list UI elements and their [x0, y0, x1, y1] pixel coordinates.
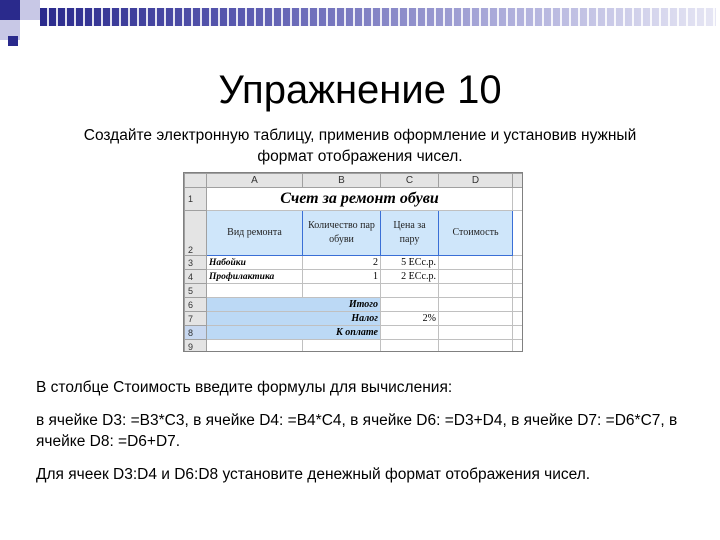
sheet-title-cell: Счет за ремонт обуви — [207, 188, 513, 211]
item-name-cell: Профилактика — [207, 270, 303, 284]
total-value-cell: 2% — [381, 312, 439, 326]
cell — [207, 340, 303, 353]
cell — [303, 284, 381, 298]
cell — [513, 284, 523, 298]
row-header: 6 — [185, 298, 207, 312]
slide-title: Упражнение 10 — [218, 68, 502, 112]
column-header: B — [303, 174, 381, 188]
cell — [513, 312, 523, 326]
spreadsheet — [183, 172, 523, 352]
header-cell: Стоимость — [439, 211, 513, 256]
item-cost-cell — [439, 270, 513, 284]
cell — [513, 256, 523, 270]
row-header: 4 — [185, 270, 207, 284]
header-cell: Цена за пару — [381, 211, 439, 256]
total-cost-cell — [439, 298, 513, 312]
item-qty-cell: 2 — [303, 256, 381, 270]
column-header: D — [439, 174, 513, 188]
cell — [303, 340, 381, 353]
banner-square — [20, 20, 40, 40]
cell — [381, 284, 439, 298]
header-cell: Количество пар обуви — [303, 211, 381, 256]
row-header: 7 — [185, 312, 207, 326]
body-paragraph: Для ячеек D3:D4 и D6:D8 установите денежный формат отображения чисел. — [36, 466, 591, 483]
row-header: 3 — [185, 256, 207, 270]
body-paragraph: В столбце Стоимость введите формулы для вычисления: — [36, 379, 453, 396]
item-qty-cell: 1 — [303, 270, 381, 284]
cell — [513, 340, 523, 353]
item-name-cell: Набойки — [207, 256, 303, 270]
total-value-cell — [381, 298, 439, 312]
item-cost-cell — [439, 256, 513, 270]
cell — [439, 284, 513, 298]
total-cost-cell — [439, 326, 513, 340]
cell — [513, 211, 523, 256]
corner-cell — [185, 174, 207, 188]
slide-subtitle: Создайте электронную таблицу, применив оформление и установив нужный формат отображения чисел. — [83, 127, 637, 165]
banner-square — [8, 36, 18, 46]
total-value-cell — [381, 326, 439, 340]
body-paragraph: в ячейке D3: =B3*C3, в ячейке D4: =B4*C4, в ячейке D6: =D3+D4, в ячейке D7: =D6*C7, в ячейке D8: =D6+D7. — [36, 412, 678, 450]
column-header: C — [381, 174, 439, 188]
row-header: 1 — [185, 188, 207, 211]
item-price-cell: 5 ЕСс.р. — [381, 256, 439, 270]
cell — [513, 298, 523, 312]
total-label-cell: К оплате — [207, 326, 381, 340]
decorative-banner — [0, 0, 720, 50]
cell — [439, 340, 513, 353]
row-header: 9 — [185, 340, 207, 353]
banner-stripes — [40, 8, 716, 26]
banner-square — [0, 0, 20, 20]
total-label-cell: Налог — [207, 312, 381, 326]
cell — [513, 326, 523, 340]
cell — [381, 340, 439, 353]
row-header: 8 — [185, 326, 207, 340]
row-header: 2 — [185, 211, 207, 256]
item-price-cell: 2 ЕСс.р. — [381, 270, 439, 284]
total-cost-cell — [439, 312, 513, 326]
cell — [513, 188, 523, 211]
column-header-extra — [513, 174, 523, 188]
row-header: 5 — [185, 284, 207, 298]
column-header: A — [207, 174, 303, 188]
header-cell: Вид ремонта — [207, 211, 303, 256]
total-label-cell: Итого — [207, 298, 381, 312]
cell — [207, 284, 303, 298]
cell — [513, 270, 523, 284]
banner-square — [20, 0, 40, 20]
